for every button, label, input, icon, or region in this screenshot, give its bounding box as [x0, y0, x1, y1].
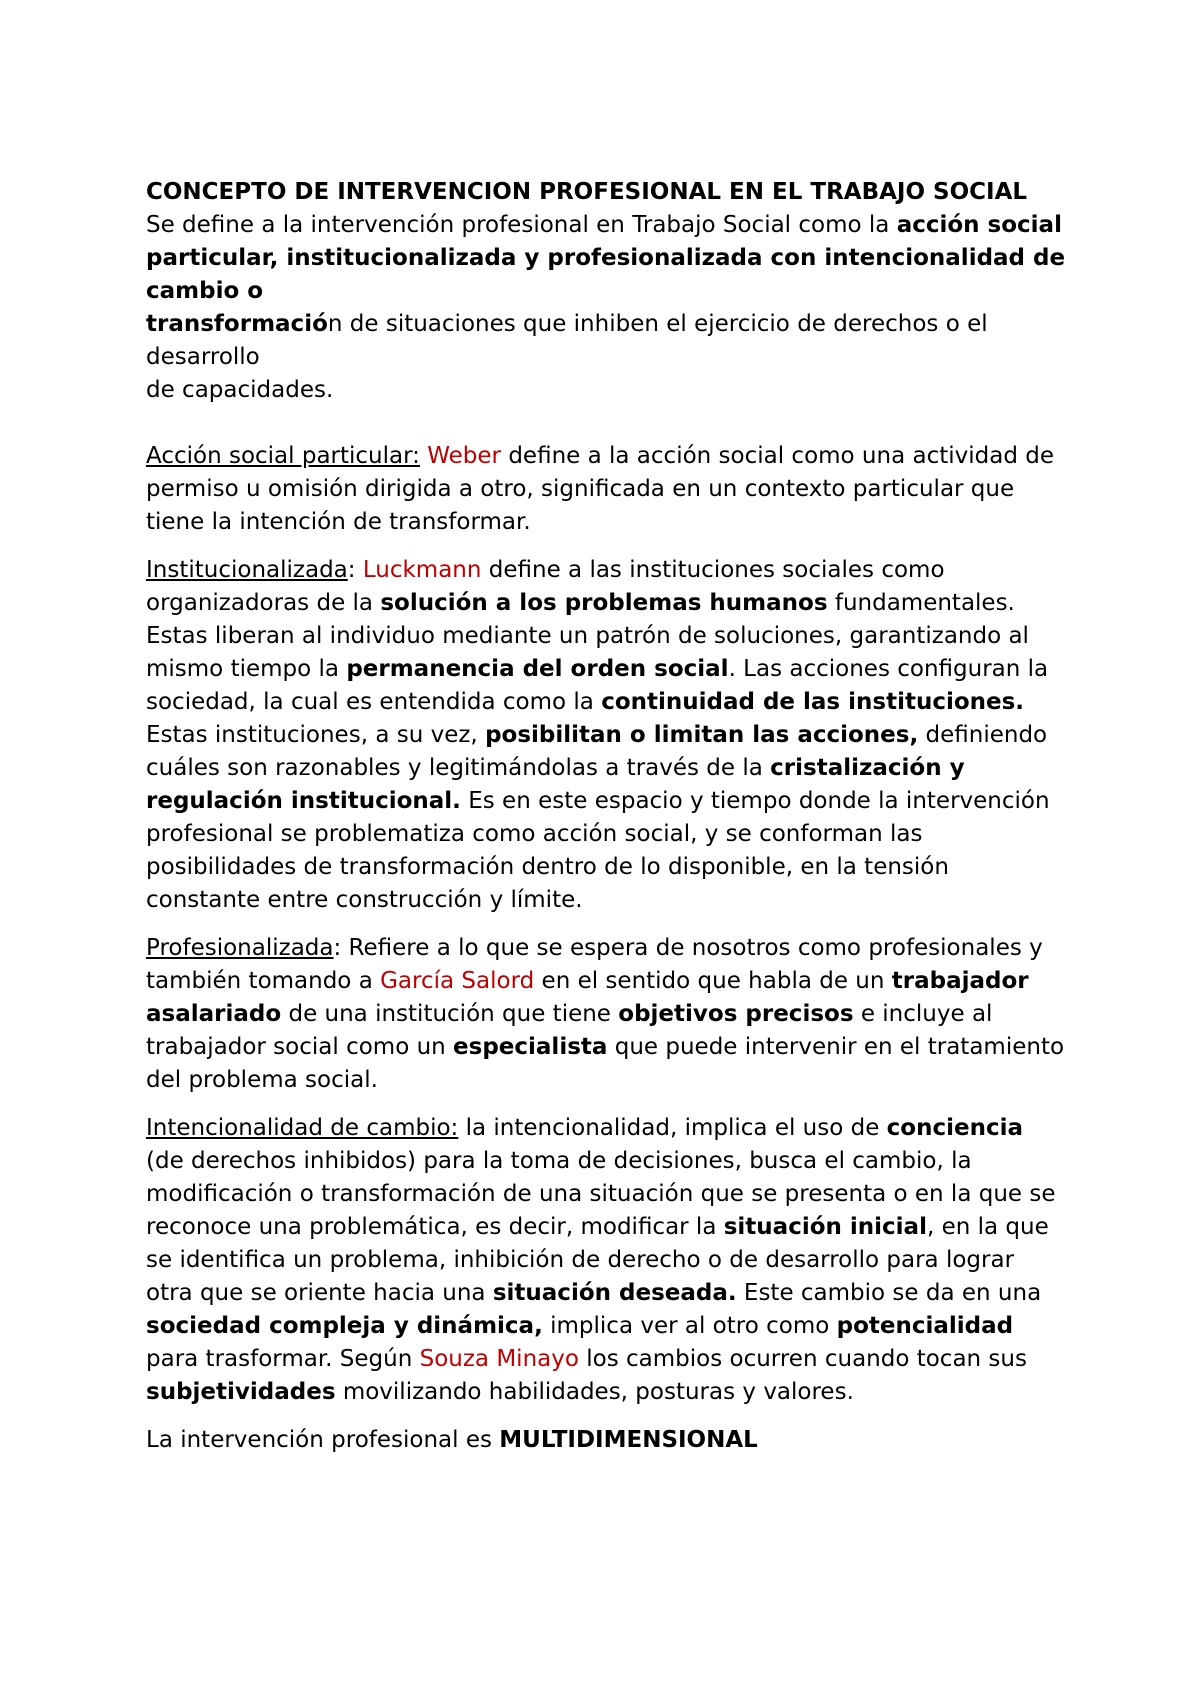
intencionalidad-heading: Intencionalidad de cambio: [146, 1115, 459, 1141]
intencionalidad-text-3: , en la que se identifica un problema, inhibición de derecho o de desarrollo para lograr otra que se oriente hacia una [146, 1214, 1049, 1306]
institucionalizada-bold-3: continuidad de las instituciones. [601, 689, 1025, 715]
intro-bold-1: acción social particular, institucionalizada y profesionalizada con intencionalidad de cambio o [146, 212, 1066, 304]
profesionalizada-paragraph [146, 932, 1066, 1097]
intencionalidad-bold-5: potencialidad [836, 1313, 1014, 1339]
intro-text-1: Se define a la intervención profesional en Trabajo Social como la [146, 212, 897, 238]
profesionalizada-text-4: e incluye al trabajador social como un [146, 1001, 993, 1060]
intencionalidad-paragraph [146, 1112, 1066, 1409]
institucionalizada-heading: Institucionalizada [146, 557, 348, 583]
intencionalidad-bold-3: situación deseada. [492, 1280, 737, 1306]
institucionalizada-paragraph [146, 554, 1066, 917]
intencionalidad-text-8: movilizando habilidades, posturas y valores. [335, 1379, 854, 1405]
profesionalizada-text-1: : Refiere a lo que se espera de nosotros como profesionales y también tomando a [146, 935, 1043, 994]
institucionalizada-text-6: Es en este espacio y tiempo donde la intervención profesional se problematiza como acción social, y se conforman las posibilidades de transformación dentro de lo disponible, en la tensión constante entre construcción y límite. [146, 788, 1050, 913]
intencionalidad-bold-1: conciencia [886, 1115, 1024, 1141]
profesionalizada-bold-1: trabajador asalariado [146, 968, 1029, 1027]
accion-heading: Acción social particular: [146, 443, 420, 469]
intro-text-3: de capacidades. [146, 377, 334, 403]
intencionalidad-text-2: (de derechos inhibidos) para la toma de decisiones, busca el cambio, la modificación o transformación de una situación que se presenta o en la que se reconoce una problemática, es decir, modificar la [146, 1148, 1056, 1240]
intencionalidad-text-1: la intencionalidad, implica el uso de [458, 1115, 887, 1141]
institucionalizada-text-1: define a las instituciones sociales como organizadoras de la [146, 557, 945, 616]
intencionalidad-text-4: Este cambio se da en una [736, 1280, 1042, 1306]
profesionalizada-text-5: que puede intervenir en el tratamiento del problema social. [146, 1034, 1065, 1093]
accion-paragraph [146, 440, 1066, 539]
accion-author: Weber [427, 443, 502, 469]
closing-paragraph [146, 1424, 1066, 1457]
institucionalizada-bold-5: cristalización y regulación institucional. [146, 755, 965, 814]
intencionalidad-text-6: para trasformar. Según [146, 1346, 420, 1372]
intro-paragraph [146, 209, 1066, 407]
institucionalizada-author: Luckmann [362, 557, 482, 583]
intencionalidad-bold-6: subjetividades [146, 1379, 336, 1405]
document-title: CONCEPTO DE INTERVENCION PROFESIONAL EN EL TRABAJO SOCIAL [146, 179, 1028, 205]
intencionalidad-bold-2: situación inicial [723, 1214, 927, 1240]
institucionalizada-colon: : [347, 557, 363, 583]
accion-text-1: define a la acción social como una actividad de permiso u omisión dirigida a otro, significada en un contexto particular que tiene la intención de transformar. [146, 443, 1054, 535]
intro-text-2: n de situaciones que inhiben el ejercicio de derechos o el desarrollo [146, 311, 988, 370]
institucionalizada-bold-4: posibilitan o limitan las acciones, [485, 722, 919, 748]
profesionalizada-text-2: en el sentido que habla de un [534, 968, 892, 994]
intencionalidad-author: Souza Minayo [419, 1346, 579, 1372]
institucionalizada-text-5: definiendo cuáles son razonables y legitimándolas a través de la [146, 722, 1048, 781]
closing-text: La intervención profesional es [146, 1427, 500, 1453]
profesionalizada-bold-2: objetivos precisos [618, 1001, 854, 1027]
profesionalizada-heading: Profesionalizada [146, 935, 334, 961]
profesionalizada-text-3: de una institución que tiene [281, 1001, 619, 1027]
institucionalizada-text-3: . Las acciones configuran la sociedad, la cual es entendida como la [146, 656, 1049, 715]
document-body [146, 176, 1066, 1457]
profesionalizada-bold-3: especialista [453, 1034, 608, 1060]
profesionalizada-author: García Salord [380, 968, 535, 994]
intro-bold-2: transformació [146, 311, 328, 337]
intencionalidad-text-5: implica ver al otro como [542, 1313, 837, 1339]
closing-bold: MULTIDIMENSIONAL [499, 1427, 758, 1453]
institucionalizada-text-4: Estas instituciones, a su vez, [146, 722, 486, 748]
intencionalidad-bold-4: sociedad compleja y dinámica, [146, 1313, 543, 1339]
institucionalizada-bold-1: solución a los problemas humanos [380, 590, 828, 616]
intencionalidad-text-7: los cambios ocurren cuando tocan sus [578, 1346, 1027, 1372]
institucionalizada-text-2: fundamentales. Estas liberan al individuo mediante un patrón de soluciones, garantizando al mismo tiempo la [146, 590, 1029, 682]
institucionalizada-bold-2: permanencia del orden social [346, 656, 729, 682]
